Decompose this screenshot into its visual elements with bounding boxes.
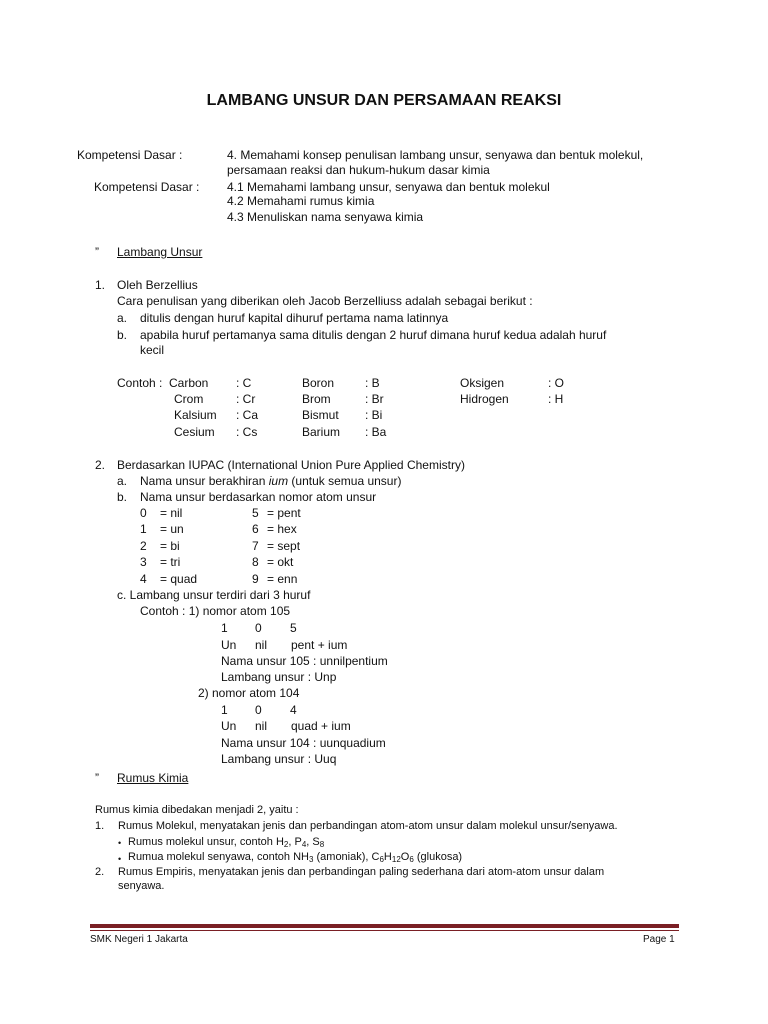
digit-name: = pent [267,506,301,520]
iupac-rule-a-post: (untuk semua unsur) [288,474,402,488]
footer-page-number: Page 1 [643,934,675,945]
rumus-empiris-line2: senyawa. [118,880,165,892]
list-number: 2. [95,866,105,878]
list-number: 1. [95,278,106,292]
subscript: 6 [379,855,384,864]
kd2-item-3: 4.3 Menuliskan nama senyawa kimia [227,210,424,224]
digit: 5 [252,506,259,520]
berzelius-intro: Cara penulisan yang diberikan oleh Jacob Berzelliuss adalah sebagai berikut : [117,294,533,308]
subscript: 12 [391,855,401,864]
iupac-rule-c: c. Lambang unsur terdiri dari 3 huruf [117,588,311,602]
element-symbol: : Ca [236,408,259,422]
formula-text: H [383,851,392,863]
example-digit: 1 [221,703,228,717]
element-symbol: : Br [365,392,384,406]
kd1-line1: 4. Memahami konsep penulisan lambang unsur, senyawa dan bentuk molekul, [227,148,644,162]
digit: 1 [140,522,147,536]
example-1-symbol: Lambang unsur : Unp [221,670,337,684]
digit-name: = hex [267,522,297,536]
section-bullet: ” [95,771,99,785]
formula-text: Rumua molekul senyawa, contoh NH [128,851,309,863]
example-digit: 4 [290,703,297,717]
formula-text: (amoniak), C [313,851,380,863]
iupac-rule-b: Nama unsur berdasarkan nomor atom unsur [140,490,377,504]
example-digit: 5 [290,621,297,635]
element-name: Brom [302,392,331,406]
list-number: 1. [95,820,105,832]
formula-text: Rumus molekul unsur, contoh H [128,836,284,848]
element-name: Kalsium [174,408,217,422]
example-part: nil [255,638,268,652]
rumus-intro: Rumus kimia dibedakan menjadi 2, yaitu : [95,804,299,816]
kd1-line2: persamaan reaksi dan hukum-hukum dasar kimia [227,163,490,177]
berzelius-rule-a: ditulis dengan huruf kapital dihuruf pertama nama latinnya [140,311,449,325]
kd1-label: Kompetensi Dasar : [77,148,183,162]
digit-name: = nil [160,506,183,520]
subscript: 8 [319,840,325,849]
footer-school: SMK Negeri 1 Jakarta [90,934,188,945]
digit-name: = okt [267,555,294,569]
subscript: 2 [283,840,289,849]
digit-name: = quad [160,572,198,586]
formula-text: , S [306,836,320,848]
element-name: Cesium [174,425,215,439]
list-letter: b. [117,328,128,342]
digit-name: = bi [160,539,180,553]
list-letter: b. [117,490,128,504]
digit-name: = enn [267,572,298,586]
formula-text: O [400,851,410,863]
iupac-rule-a-pre: Nama unsur berakhiran [140,474,269,488]
digit-name: = tri [160,555,181,569]
digit: 8 [252,555,259,569]
example-part: Un [221,638,237,652]
digit: 6 [252,522,259,536]
list-letter: a. [117,311,128,325]
element-name: Hidrogen [460,392,509,406]
list-number: 2. [95,458,106,472]
element-symbol: : H [548,392,564,406]
kd2-label: Kompetensi Dasar : [94,180,200,194]
section-heading-rumus-kimia: Rumus Kimia [117,771,189,785]
example-part: pent + ium [291,638,348,652]
example-digit: 0 [255,621,262,635]
berzelius-rule-b-line2: kecil [140,343,165,357]
rumus-empiris-line1: Rumus Empiris, menyatakan jenis dan perbandingan paling sederhana dari atom-atom unsur dalam [118,866,605,878]
iupac-rule-a-suffix: ium [268,474,289,488]
digit-name: = un [160,522,184,536]
element-symbol: : Bi [365,408,383,422]
example-2-name: Nama unsur 104 : uunquadium [221,736,386,750]
element-name: Oksigen [460,376,505,390]
kd2-item-1: 4.1 Memahami lambang unsur, senyawa dan bentuk molekul [227,180,550,194]
bullet-icon: • [118,854,122,864]
footer-rule-thin [90,930,679,931]
subscript: 4 [301,840,307,849]
example-1-label: Contoh : 1) nomor atom 105 [140,604,291,618]
bullet-icon: • [118,838,122,848]
list-letter: a. [117,474,128,488]
element-name: Carbon [169,376,209,390]
element-name: Bismut [302,408,339,422]
element-name: Crom [174,392,204,406]
digit-name: = sept [267,539,301,553]
element-symbol: : O [548,376,565,390]
digit: 9 [252,572,259,586]
berzelius-rule-b-line1: apabila huruf pertamanya sama ditulis dengan 2 huruf dimana huruf kedua adalah huruf [140,328,607,342]
element-name: Barium [302,425,341,439]
digit: 2 [140,539,147,553]
element-symbol: : Cr [236,392,256,406]
example-digit: 1 [221,621,228,635]
rumus-molekul-text: Rumus Molekul, menyatakan jenis dan perbandingan atom-atom unsur dalam molekul unsur/senyawa. [118,820,618,832]
example-part: Un [221,719,237,733]
element-symbol: : Cs [236,425,258,439]
example-part: quad + ium [291,719,351,733]
section-heading-lambang-unsur: Lambang Unsur [117,245,203,259]
example-2-label: 2) nomor atom 104 [198,686,300,700]
digit: 4 [140,572,147,586]
formula-text: , P [288,836,302,848]
subscript: 3 [308,855,314,864]
footer-rule-thick [90,924,679,928]
example-part: nil [255,719,268,733]
digit: 3 [140,555,147,569]
kd2-item-2: 4.2 Memahami rumus kimia [227,194,375,208]
element-name: Boron [302,376,335,390]
example-1-name: Nama unsur 105 : unnilpentium [221,654,388,668]
digit: 0 [140,506,147,520]
example-2-symbol: Lambang unsur : Uuq [221,752,337,766]
section-bullet: ” [95,245,99,259]
page-title: LAMBANG UNSUR DAN PERSAMAAN REAKSI [206,92,562,109]
element-symbol: : C [236,376,252,390]
digit: 7 [252,539,259,553]
element-symbol: : Ba [365,425,387,439]
formula-text: (glukosa) [413,851,463,863]
contoh-label: Contoh : [117,376,163,390]
berzelius-heading: Oleh Berzellius [117,278,198,292]
iupac-heading: Berdasarkan IUPAC (International Union Pure Applied Chemistry) [117,458,465,472]
subscript: 6 [409,855,414,864]
element-symbol: : B [365,376,380,390]
example-digit: 0 [255,703,262,717]
iupac-rule-a [140,474,401,489]
